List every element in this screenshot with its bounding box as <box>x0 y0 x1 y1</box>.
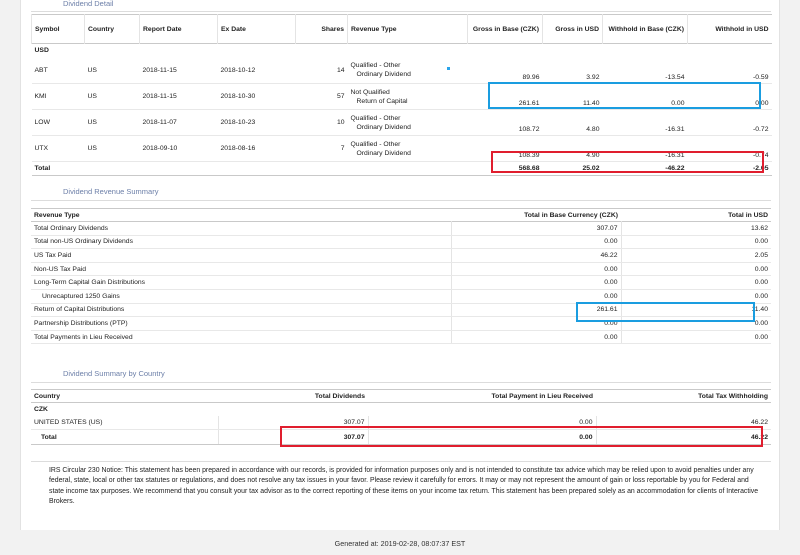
cell-total-usd: 0.00 <box>621 262 771 276</box>
cell-gross-usd: 4.90 <box>543 136 603 162</box>
cell-symbol: LOW <box>32 110 85 136</box>
table-row <box>32 58 772 84</box>
col-revenue-type: Revenue Type <box>34 211 80 219</box>
section-divider <box>31 11 771 12</box>
cell-revenue-type <box>348 136 468 162</box>
col-shares: Shares <box>296 15 348 44</box>
bullet-marker <box>447 67 450 70</box>
cell-report-date: 2018-11-07 <box>140 110 218 136</box>
cell-withhold-base: 0.00 <box>603 84 688 110</box>
cell-revenue-label: Non-US Tax Paid <box>31 262 451 276</box>
col-withhold-usd: Withhold in USD <box>688 15 772 44</box>
detail-header-row <box>32 15 772 44</box>
section-divider <box>31 200 771 201</box>
country-summary-title: Dividend Summary by Country <box>63 369 165 378</box>
cell-total-usd: 0.00 <box>621 317 771 331</box>
cell-report-date: 2018-11-15 <box>140 58 218 84</box>
cell-total-dividends: 307.07 <box>218 416 368 430</box>
cell-total-base: 0.00 <box>451 289 621 303</box>
cell-symbol: UTX <box>32 136 85 162</box>
cell-ex-date: 2018-08-16 <box>218 136 296 162</box>
col-ex-date: Ex Date <box>218 15 296 44</box>
revenue-summary-title: Dividend Revenue Summary <box>63 187 159 196</box>
cell-country: US <box>85 110 140 136</box>
highlight-return-of-capital-summary <box>576 302 755 322</box>
cell-report-date: 2018-09-10 <box>140 136 218 162</box>
currency-group-label: CZK <box>34 405 48 413</box>
cell-gross-usd: 3.92 <box>543 58 603 84</box>
table-row <box>31 222 771 236</box>
cell-total-base: 0.00 <box>451 330 621 344</box>
section-divider <box>31 461 771 462</box>
cell-revenue-label: US Tax Paid <box>31 249 451 263</box>
revenue-summary-table <box>31 208 771 344</box>
revenue-header-row <box>31 209 771 222</box>
col-gross-usd: Gross in USD <box>543 15 603 44</box>
currency-group-row <box>32 44 772 58</box>
cell-revenue-type <box>348 110 468 136</box>
cell-revenue-label: Total non-US Ordinary Dividends <box>31 235 451 249</box>
cell-revenue-label: Partnership Distributions (PTP) <box>31 317 451 331</box>
cell-symbol: KMI <box>32 84 85 110</box>
col-total-withholding: Total Tax Withholding <box>698 392 768 400</box>
table-row <box>31 249 771 263</box>
highlight-country-total <box>280 426 763 447</box>
revenue-type-line1: Not Qualified <box>350 88 390 96</box>
cell-total-base: 0.00 <box>451 235 621 249</box>
cell-total-base: 0.00 <box>451 262 621 276</box>
table-row <box>31 262 771 276</box>
cell-revenue-type <box>348 84 468 110</box>
revenue-type-line2: Ordinary Dividend <box>356 149 411 157</box>
cell-revenue-label: Long-Term Capital Gain Distributions <box>31 276 451 290</box>
total-dividends: 307.07 <box>218 430 368 445</box>
cell-report-date: 2018-11-15 <box>140 84 218 110</box>
col-total-usd: Total in USD <box>728 211 768 219</box>
cell-country: US <box>85 136 140 162</box>
cell-total-usd: 0.00 <box>621 330 771 344</box>
table-row <box>31 276 771 290</box>
cell-gross-base: 108.39 <box>468 136 543 162</box>
col-country: Country <box>34 392 61 400</box>
total-withholding: 46.22 <box>596 430 771 445</box>
cell-total-usd: 11.40 <box>621 303 771 317</box>
cell-withhold-base: -13.54 <box>603 58 688 84</box>
cell-gross-base: 89.96 <box>468 58 543 84</box>
currency-group-row <box>31 403 771 416</box>
cell-ex-date: 2018-10-23 <box>218 110 296 136</box>
total-label: Total <box>32 162 468 176</box>
cell-withhold-usd: -0.59 <box>688 58 772 84</box>
table-row <box>31 330 771 344</box>
cell-ex-date: 2018-10-30 <box>218 84 296 110</box>
currency-group-label: USD <box>34 47 49 55</box>
cell-withhold-base: -16.31 <box>603 136 688 162</box>
cell-symbol: ABT <box>32 58 85 84</box>
highlight-return-of-capital-row <box>488 82 761 109</box>
cell-gross-base: 108.72 <box>468 110 543 136</box>
generated-timestamp: Generated at: 2019-02-28, 08:07:37 EST <box>334 539 466 548</box>
total-withhold-base: -46.22 <box>603 162 688 176</box>
cell-country: US <box>85 84 140 110</box>
total-withhold-usd: -2.05 <box>688 162 772 176</box>
table-row <box>32 110 772 136</box>
cell-withhold-base: -16.31 <box>603 110 688 136</box>
cell-total-base: 307.07 <box>451 222 621 236</box>
col-report-date: Report Date <box>140 15 218 44</box>
cell-country: UNITED STATES (US) <box>31 416 218 430</box>
cell-ex-date: 2018-10-12 <box>218 58 296 84</box>
total-lieu: 0.00 <box>368 430 596 445</box>
cell-withhold-usd: -0.72 <box>688 110 772 136</box>
highlight-detail-total <box>491 151 764 173</box>
cell-withhold-usd: -0.74 <box>688 136 772 162</box>
revenue-type-line1: Qualified - Other <box>350 114 401 122</box>
cell-revenue-label: Total Ordinary Dividends <box>31 222 451 236</box>
col-country: Country <box>85 15 140 44</box>
country-header-row <box>31 390 771 403</box>
cell-withhold-usd: 0.00 <box>688 84 772 110</box>
revenue-type-line2: Return of Capital <box>356 97 408 105</box>
revenue-type-line2: Ordinary Dividend <box>356 123 411 131</box>
cell-total-lieu: 0.00 <box>368 416 596 430</box>
revenue-type-line1: Qualified - Other <box>350 62 401 70</box>
cell-shares: 57 <box>296 84 348 110</box>
total-gross-base: 568.68 <box>468 162 543 176</box>
cell-total-usd: 0.00 <box>621 235 771 249</box>
cell-total-usd: 0.00 <box>621 289 771 303</box>
cell-shares: 14 <box>296 58 348 84</box>
cell-country: US <box>85 58 140 84</box>
table-row <box>31 235 771 249</box>
statement-page <box>20 0 780 530</box>
cell-total-base: 46.22 <box>451 249 621 263</box>
col-withhold-base: Withhold in Base (CZK) <box>603 15 688 44</box>
cell-revenue-type <box>348 58 468 84</box>
col-total-lieu: Total Payment in Lieu Received <box>491 392 593 400</box>
col-total-base: Total in Base Currency (CZK) <box>524 211 618 219</box>
cell-shares: 10 <box>296 110 348 136</box>
col-total-dividends: Total Dividends <box>314 392 365 400</box>
dividend-detail-title: Dividend Detail <box>63 0 114 8</box>
cell-gross-base: 261.61 <box>468 84 543 110</box>
cell-revenue-label: Total Payments in Lieu Received <box>31 330 451 344</box>
irs-circular-notice: IRS Circular 230 Notice: This statement has been prepared in accordance with our records, is provided for information purposes only and is not intended to constitute tax advice which may be relied upon to avoid penalties under any federal, state, local or other tax statutes or regulations, and does not resolve any tax issues in your favor. Please review it carefully for errors. It may or may not represent the amount of gain or loss reportable by you for Federal and state income tax purposes. We recommend that you consult your tax advisor as to the correct reporting of these items on your income tax return. This statement has been prepared solely as an accommodation for clients of Interactive Brokers. <box>49 467 759 505</box>
cell-total-usd: 13.62 <box>621 222 771 236</box>
cell-total-base: 0.00 <box>451 276 621 290</box>
total-gross-usd: 25.02 <box>543 162 603 176</box>
revenue-type-line2: Ordinary Dividend <box>356 71 411 79</box>
col-gross-base: Gross in Base (CZK) <box>468 15 543 44</box>
cell-total-base: 0.00 <box>451 317 621 331</box>
cell-shares: 7 <box>296 136 348 162</box>
cell-total-withholding: 46.22 <box>596 416 771 430</box>
cell-revenue-label: Return of Capital Distributions <box>31 303 451 317</box>
section-divider <box>31 382 771 383</box>
cell-revenue-label: Unrecaptured 1250 Gains <box>31 289 451 303</box>
total-label: Total <box>31 430 218 445</box>
cell-gross-usd: 4.80 <box>543 110 603 136</box>
revenue-type-line1: Qualified - Other <box>350 140 401 148</box>
cell-total-usd: 2.05 <box>621 249 771 263</box>
cell-total-usd: 0.00 <box>621 276 771 290</box>
col-revenue-type: Revenue Type <box>348 15 468 44</box>
col-symbol: Symbol <box>32 15 85 44</box>
cell-total-base: 261.61 <box>451 303 621 317</box>
cell-gross-usd: 11.40 <box>543 84 603 110</box>
